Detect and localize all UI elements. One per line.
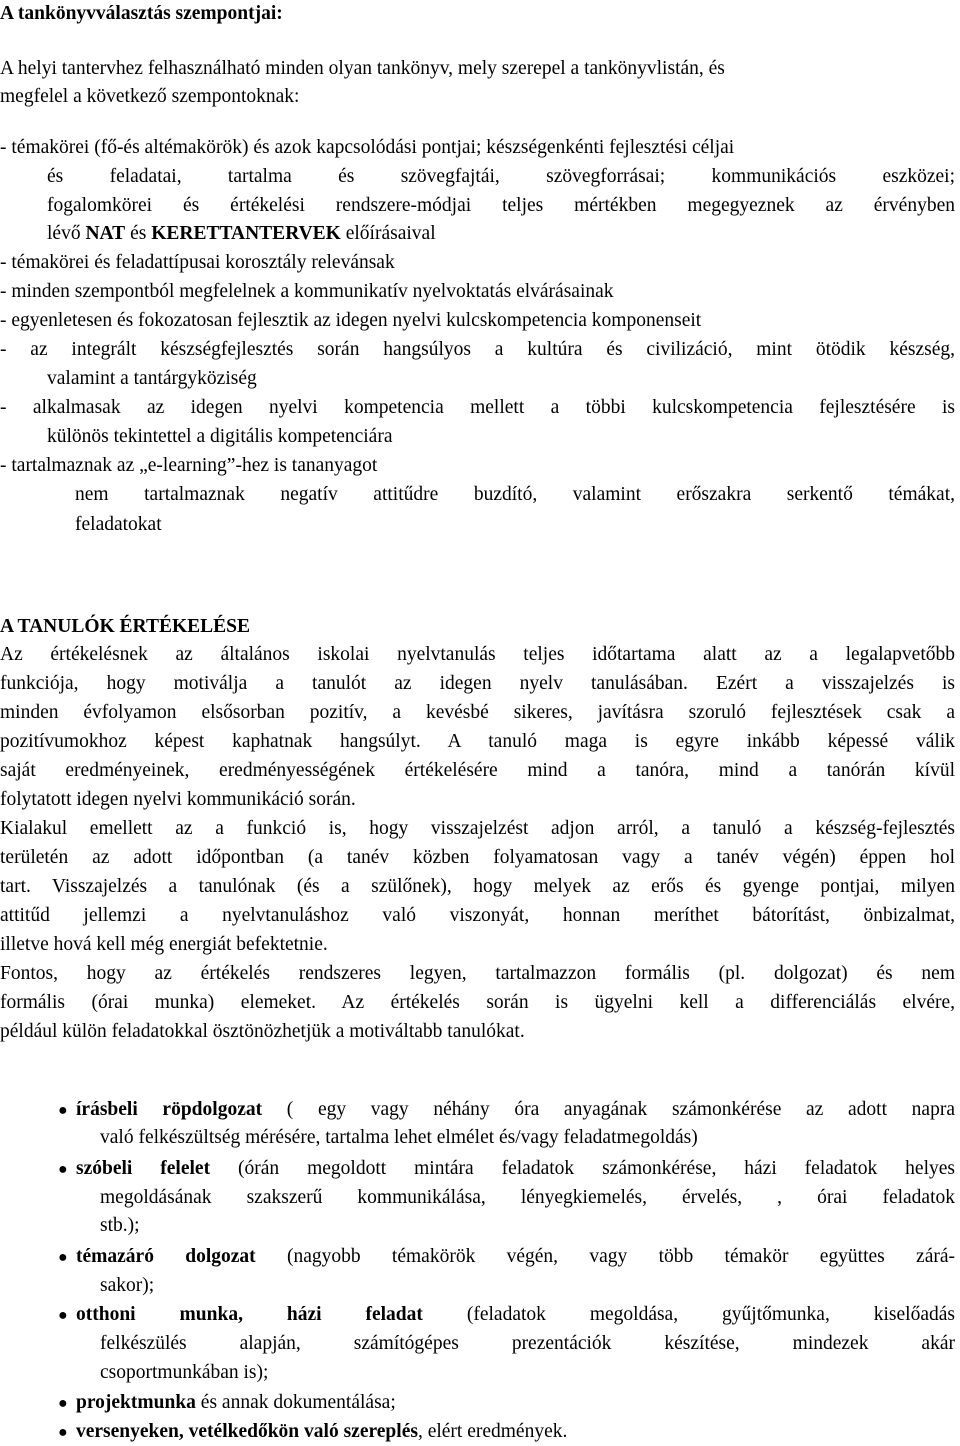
bullet-icon: ● — [58, 1395, 68, 1412]
assessment-paragraph-line: minden évfolyamon elsősorban pozitív, a kevésbé sikeres, javításra szoruló fejlesztések csak a — [0, 702, 955, 723]
criteria-item-5-line-2: valamint a tantárgyköziség — [47, 368, 257, 389]
assessment-paragraph-line: illetve hová kell még energiát befektetnie. — [0, 934, 328, 955]
criteria-item-1-line-3: fogalomkörei és értékelési rendszere-módjai teljes mértékben megegyeznek az érvényben — [47, 195, 955, 216]
assessment-method-line: megoldásának szakszerű kommunikálása, lényegkiemelés, érvelés, , órai feladatok — [100, 1187, 955, 1208]
assessment-method-line: stb.); — [100, 1215, 140, 1236]
assessment-method-line: sakor); — [100, 1275, 155, 1296]
criteria-item-1-line-4: lévő NAT és KERETTANTERVEK előírásaival — [47, 223, 436, 244]
criteria-item-6-line-1: - alkalmasak az idegen nyelvi kompetencia mellett a többi kulcskompetencia fejlesztésére is — [0, 397, 955, 418]
criteria-item-1-line-2: és feladatai, tartalma és szövegfajtái, szövegforrásai; kommunikációs eszközei; — [47, 166, 955, 187]
assessment-method-name: versenyeken, vetélkedőkön való szereplés — [76, 1421, 418, 1442]
assessment-method-name: projektmunka — [76, 1392, 196, 1413]
criteria-item-5-line-1: - az integrált készségfejlesztés során hangsúlyos a kultúra és civilizáció, mint ötödik készség, — [0, 339, 955, 360]
assessment-method-line: való felkészültség mérésére, tartalma lehet elmélet és/vagy feladatmegoldás) — [100, 1127, 698, 1148]
assessment-method-line: projektmunka és annak dokumentálása; — [76, 1392, 396, 1413]
assessment-method-line: otthoni munka, házi feladat (feladatok megoldása, gyűjtőmunka, kiselőadás — [76, 1304, 955, 1325]
assessment-paragraph-line: tart. Visszajelzés a tanulónak (és a szülőnek), hogy melyek az erős és gyenge pontjai, milyen — [0, 876, 955, 897]
criteria-item-2: - témakörei és feladattípusai korosztály relevánsak — [0, 252, 395, 273]
assessment-paragraph-line: folytatott idegen nyelvi kommunikáció során. — [0, 789, 356, 810]
assessment-paragraph-line: funkciója, hogy motiválja a tanulót az idegen nyelv tanulásában. Ezért a visszajelzés is — [0, 673, 955, 694]
assessment-method-name: írásbeli röpdolgozat — [76, 1099, 263, 1120]
assessment-paragraph-line: területén az adott időpontban (a tanév közben folyamatosan vagy a tanév végén) éppen hol — [0, 847, 955, 868]
assessment-paragraph-line: Fontos, hogy az értékelés rendszeres legyen, tartalmazzon formális (pl. dolgozat) és nem — [0, 963, 955, 984]
assessment-method-name: otthoni munka, házi feladat — [76, 1304, 423, 1325]
assessment-paragraph-line: attitűd jellemzi a nyelvtanuláshoz való viszonyát, honnan meríthet bátorítást, önbizalmat, — [0, 905, 955, 926]
intro-line-1: A helyi tantervhez felhasználható minden olyan tankönyv, mely szerepel a tankönyvlistán, és — [0, 58, 725, 79]
section-heading-textbook-criteria: A tankönyvválasztás szempontjai: — [0, 3, 283, 24]
bullet-icon: ● — [58, 1307, 68, 1324]
assessment-paragraph-line: saját eredményeinek, eredményességének értékelésére mind a tanóra, mind a tanórán kívül — [0, 760, 955, 781]
criteria-item-8-line-1: nem tartalmaznak negatív attitűdre buzdító, valamint erőszakra serkentő témákat, — [75, 484, 955, 505]
assessment-method-name: szóbeli felelet — [76, 1158, 211, 1179]
bullet-icon: ● — [58, 1424, 68, 1441]
bullet-icon: ● — [58, 1249, 68, 1266]
assessment-method-line: felkészülés alapján, számítógépes prezentációk készítése, mindezek akár — [100, 1333, 955, 1354]
section-heading-student-assessment: A TANULÓK ÉRTÉKELÉSE — [0, 616, 251, 637]
assessment-method-line: csoportmunkában is); — [100, 1362, 269, 1383]
assessment-method-name: témazáró dolgozat — [76, 1246, 256, 1267]
assessment-method-line: versenyeken, vetélkedőkön való szereplés, elért eredmények. — [76, 1421, 568, 1442]
bullet-icon: ● — [58, 1102, 68, 1119]
nat-emphasis: NAT — [85, 223, 126, 244]
assessment-paragraph-line: formális (órai munka) elemeket. Az értékelés során is ügyelni kell a differenciálás elvére, — [0, 992, 955, 1013]
assessment-paragraph-line: Kialakul emellett az a funkció is, hogy visszajelzést adjon arról, a tanuló a készség-fejlesztés — [0, 818, 955, 839]
bullet-icon: ● — [58, 1161, 68, 1178]
criteria-item-6-line-2: különös tekintettel a digitális kompetenciára — [47, 426, 393, 447]
assessment-paragraph-line: Az értékelésnek az általános iskolai nyelvtanulás teljes időtartama alatt az a legalapvetőbb — [0, 644, 955, 665]
assessment-method-line: szóbeli felelet (órán megoldott mintára feladatok számonkérése, házi feladatok helyes — [76, 1158, 955, 1179]
assessment-paragraph-line: pozitívumokhoz képest kaphatnak hangsúlyt. A tanuló maga is egyre inkább képessé válik — [0, 731, 955, 752]
criteria-item-7: - tartalmaznak az „e-learning”-hez is tananyagot — [0, 455, 378, 476]
assessment-paragraph-line: például külön feladatokkal ösztönözhetjük a motiváltabb tanulókat. — [0, 1021, 525, 1042]
kerettantervek-emphasis: KERETTANTERVEK — [151, 223, 341, 244]
criteria-item-3: - minden szempontból megfelelnek a kommunikatív nyelvoktatás elvárásainak — [0, 281, 614, 302]
assessment-method-line: írásbeli röpdolgozat ( egy vagy néhány óra anyagának számonkérése az adott napra — [76, 1099, 955, 1120]
criteria-item-1-line-1: - témakörei (fő-és altémakörök) és azok kapcsolódási pontjai; készségenkénti fejlesztési céljai — [0, 137, 735, 158]
criteria-item-4: - egyenletesen és fokozatosan fejlesztik az idegen nyelvi kulcskompetencia komponenseit — [0, 310, 702, 331]
assessment-method-line: témazáró dolgozat (nagyobb témakörök végén, vagy több témakör együttes zárá- — [76, 1246, 955, 1267]
intro-line-2: megfelel a következő szempontoknak: — [0, 86, 300, 107]
criteria-item-8-line-2: feladatokat — [75, 514, 162, 535]
